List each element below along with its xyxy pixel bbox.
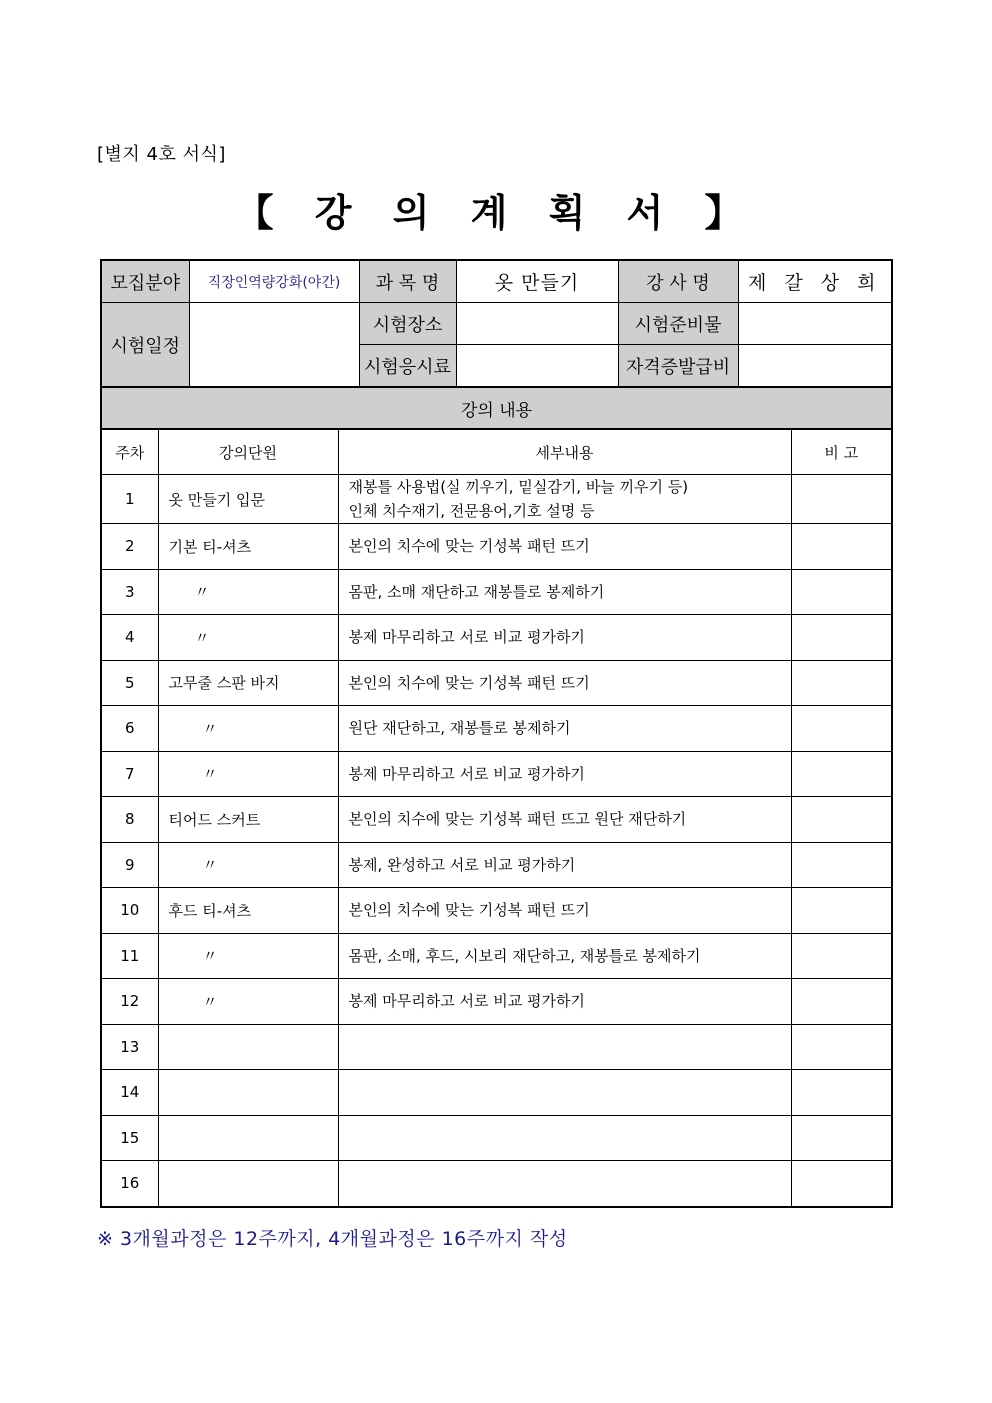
exam-schedule-label: 시험일정 <box>101 303 189 388</box>
column-header-unit: 강의단원 <box>158 429 338 475</box>
lecture-detail <box>338 524 791 570</box>
table-row <box>101 1024 892 1070</box>
lecture-unit: 〃 <box>158 615 338 661</box>
table-row <box>101 797 892 843</box>
week-number: 10 <box>101 888 158 934</box>
row-note <box>791 1070 892 1116</box>
lecture-unit: 〃 <box>158 706 338 752</box>
week-number: 2 <box>101 524 158 570</box>
detail-line: 본인의 치수에 맞는 기성복 패턴 뜨기 <box>348 901 590 920</box>
exam-materials-value <box>738 303 892 345</box>
table-row <box>101 569 892 615</box>
row-note <box>791 569 892 615</box>
lecture-detail <box>338 979 791 1025</box>
column-header-week: 주차 <box>101 429 158 475</box>
row-note <box>791 842 892 888</box>
week-number: 16 <box>101 1161 158 1207</box>
table-row <box>101 1070 892 1116</box>
table-row <box>101 475 892 524</box>
lecture-detail <box>338 1024 791 1070</box>
week-number: 13 <box>101 1024 158 1070</box>
document-title: 【 강 의 계 획 서 】 <box>235 191 757 235</box>
detail-line: 원단 재단하고, 재봉틀로 봉제하기 <box>348 719 571 738</box>
row-note <box>791 797 892 843</box>
week-number: 12 <box>101 979 158 1025</box>
lecture-detail <box>338 751 791 797</box>
detail-line: 봉제 마무리하고 서로 비교 평가하기 <box>348 992 585 1011</box>
detail-line: 몸판, 소매 재단하고 재봉틀로 봉제하기 <box>348 582 605 601</box>
exam-place-label: 시험장소 <box>359 303 456 345</box>
lecture-unit <box>158 1115 338 1161</box>
lecture-detail <box>338 1070 791 1116</box>
instructor-label: 강 사 명 <box>618 260 738 303</box>
table-row <box>101 660 892 706</box>
course-info-table <box>100 259 893 388</box>
table-row <box>101 888 892 934</box>
lecture-unit: 〃 <box>158 569 338 615</box>
lecture-detail <box>338 615 791 661</box>
column-header-detail: 세부내용 <box>338 429 791 475</box>
field-value: 직장인역량강화(야간) <box>189 260 359 303</box>
week-number: 3 <box>101 569 158 615</box>
lecture-detail <box>338 569 791 615</box>
lecture-detail <box>338 1161 791 1207</box>
detail-line-2: 인체 치수재기, 전문용어,기호 설명 등 <box>348 502 595 520</box>
lecture-unit: 옷 만들기 입문 <box>158 475 338 524</box>
exam-schedule-value <box>189 303 359 388</box>
week-number: 4 <box>101 615 158 661</box>
exam-fee-label: 시험응시료 <box>359 345 456 388</box>
row-note <box>791 1161 892 1207</box>
week-number: 15 <box>101 1115 158 1161</box>
lecture-unit: 후드 티-셔츠 <box>158 888 338 934</box>
lecture-detail <box>338 706 791 752</box>
detail-line: 봉제 마무리하고 서로 비교 평가하기 <box>348 764 585 783</box>
detail-line: 몸판, 소매, 후드, 시보리 재단하고, 재봉틀로 봉제하기 <box>348 946 701 965</box>
form-number-label: [별지 4호 서식] <box>97 144 226 165</box>
row-note <box>791 979 892 1025</box>
lecture-unit: 티어드 스커트 <box>158 797 338 843</box>
row-note <box>791 888 892 934</box>
detail-line: 본인의 치수에 맞는 기성복 패턴 뜨고 원단 재단하기 <box>348 810 687 829</box>
lecture-content-table <box>100 386 893 1208</box>
table-row <box>101 1115 892 1161</box>
exam-place-value <box>456 303 618 345</box>
lecture-unit <box>158 1161 338 1207</box>
cert-fee-label: 자격증발급비 <box>618 345 738 388</box>
lecture-unit: 〃 <box>158 751 338 797</box>
table-row <box>101 706 892 752</box>
row-note <box>791 660 892 706</box>
row-note <box>791 751 892 797</box>
lecture-detail <box>338 842 791 888</box>
table-row <box>101 979 892 1025</box>
row-note <box>791 524 892 570</box>
field-label: 모집분야 <box>101 260 189 303</box>
detail-line: 봉제, 완성하고 서로 비교 평가하기 <box>348 855 576 874</box>
column-header-note: 비 고 <box>791 429 892 475</box>
table-row <box>101 751 892 797</box>
row-note <box>791 706 892 752</box>
week-number: 6 <box>101 706 158 752</box>
row-note <box>791 1024 892 1070</box>
week-number: 9 <box>101 842 158 888</box>
section-title: 강의 내용 <box>101 387 892 429</box>
cert-fee-value <box>738 345 892 388</box>
table-row <box>101 842 892 888</box>
lecture-detail <box>338 475 791 524</box>
lecture-detail <box>338 1115 791 1161</box>
lecture-unit <box>158 1070 338 1116</box>
instructor-value: 제 갈 상 희 <box>738 260 892 303</box>
table-row <box>101 524 892 570</box>
detail-line: 본인의 치수에 맞는 기성복 패턴 뜨기 <box>348 537 590 556</box>
week-number: 1 <box>101 475 158 524</box>
detail-line: 본인의 치수에 맞는 기성복 패턴 뜨기 <box>348 673 590 692</box>
table-row <box>101 615 892 661</box>
lecture-detail <box>338 660 791 706</box>
lecture-rows <box>101 475 892 1207</box>
week-number: 11 <box>101 933 158 979</box>
week-number: 14 <box>101 1070 158 1116</box>
lecture-unit: 기본 티-셔츠 <box>158 524 338 570</box>
lecture-detail <box>338 933 791 979</box>
week-number: 7 <box>101 751 158 797</box>
detail-line: 봉제 마무리하고 서로 비교 평가하기 <box>348 628 585 647</box>
footnote: ※ 3개월과정은 12주까지, 4개월과정은 16주까지 작성 <box>97 1228 568 1250</box>
lecture-unit: 〃 <box>158 842 338 888</box>
row-note <box>791 933 892 979</box>
subject-value: 옷 만들기 <box>456 260 618 303</box>
row-note <box>791 1115 892 1161</box>
exam-fee-value <box>456 345 618 388</box>
lecture-detail <box>338 797 791 843</box>
subject-label: 과 목 명 <box>359 260 456 303</box>
week-number: 8 <box>101 797 158 843</box>
lecture-unit: 〃 <box>158 933 338 979</box>
table-row <box>101 933 892 979</box>
exam-materials-label: 시험준비물 <box>618 303 738 345</box>
lecture-unit: 고무줄 스판 바지 <box>158 660 338 706</box>
table-row <box>101 1161 892 1207</box>
lecture-unit: 〃 <box>158 979 338 1025</box>
week-number: 5 <box>101 660 158 706</box>
lecture-detail <box>338 888 791 934</box>
lecture-unit <box>158 1024 338 1070</box>
row-note <box>791 615 892 661</box>
row-note <box>791 475 892 524</box>
detail-line: 재봉틀 사용법(실 끼우기, 밑실감기, 바늘 끼우기 등) <box>348 478 689 496</box>
